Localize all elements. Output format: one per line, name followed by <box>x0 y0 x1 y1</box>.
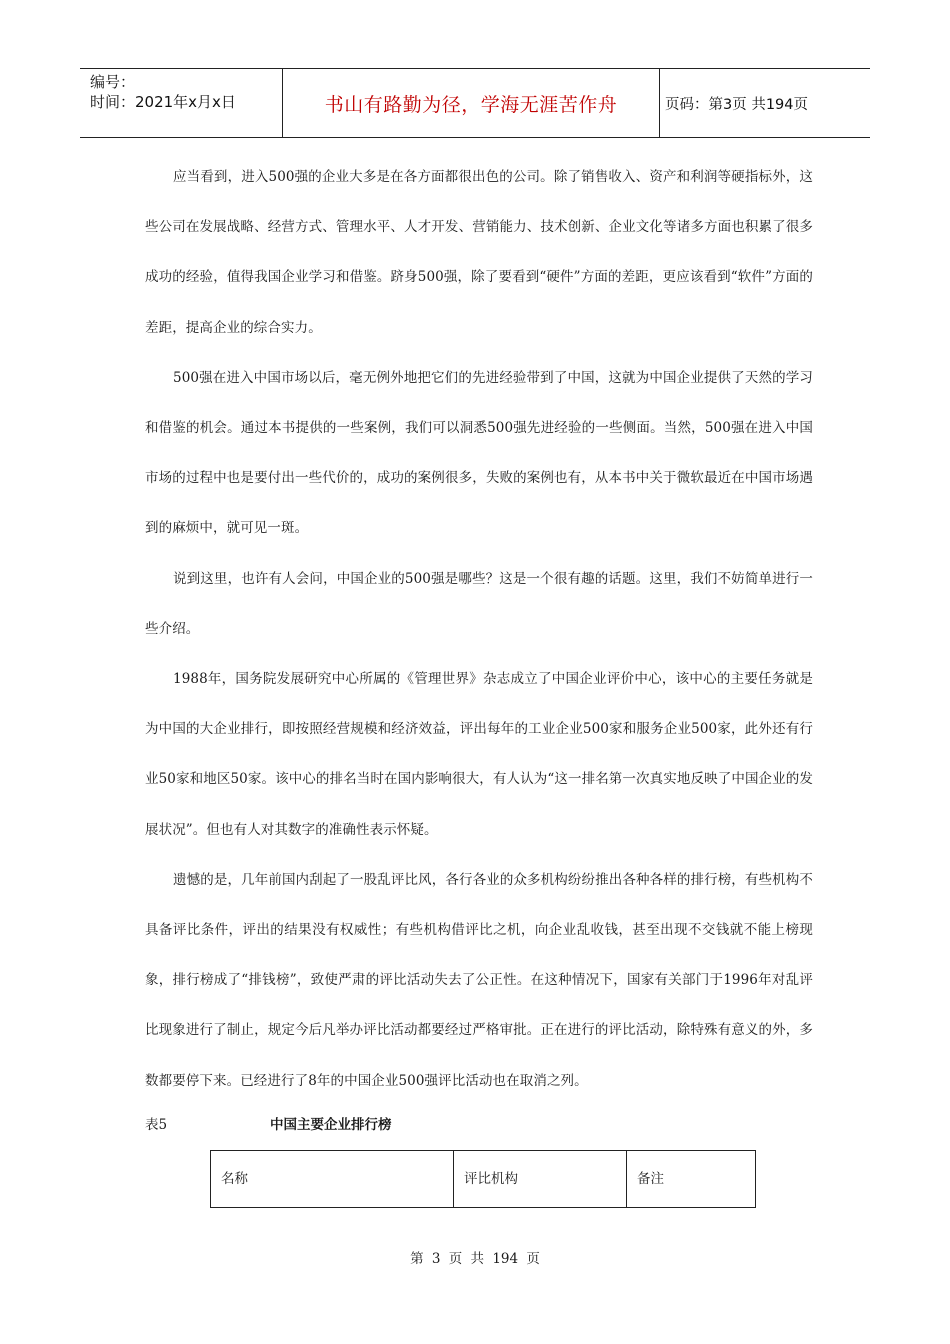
table-number: 表5 <box>145 1117 168 1133</box>
paragraph: 1988年，国务院发展研究中心所属的《管理世界》杂志成立了中国企业评价中心，该中心的主要任务就是为中国的大企业排行，即按照经营规模和经济效益，评出每年的工业企业500家和服务企业500家，此外还有行业50家和地区50家。该中心的排名当时在国内影响很大，有人认为“这一排名第一次真实地反映了中国企业的发展状况”。但也有人对其数字的准确性表示怀疑。 <box>145 671 813 838</box>
paragraph: 遗憾的是，几年前国内刮起了一股乱评比风，各行各业的众多机构纷纷推出各种各样的排行榜，有些机构不具备评比条件，评出的结果没有权威性；有些机构借评比之机，向企业乱收钱，甚至出现不交钱就不能上榜现象，排行榜成了“排钱榜”，致使严肃的评比活动失去了公正性。在这种情况下，国家有关部门于1996年对乱评比现象进行了制止，规定今后凡举办评比活动都要经过严格审批。正在进行的评比活动，除特殊有意义的外，多数都要停下来。已经进行了8年的中国企业500强评比活动也在取消之列。 <box>145 871 813 1089</box>
paragraph: 说到这里，也许有人会问，中国企业的500强是哪些？这是一个很有趣的话题。这里，我们不妨简单进行一些介绍。 <box>145 570 813 637</box>
number-label: 编号： <box>90 73 136 91</box>
page-footer: 第 3 页 共 194 页 <box>410 1251 540 1267</box>
table-header-row <box>211 1151 756 1208</box>
page-header <box>80 68 870 138</box>
table-caption <box>145 1113 392 1133</box>
table-header-cell: 备注 <box>627 1151 756 1208</box>
header-meta <box>80 69 280 137</box>
paragraph: 应当看到，进入500强的企业大多是在各方面都很出色的公司。除了销售收入、资产和利润等硬指标外，这些公司在发展战略、经营方式、管理水平、人才开发、营销能力、技术创新、企业文化等诸多方面也积累了很多成功的经验，值得我国企业学习和借鉴。跻身500强，除了要看到“硬件”方面的差距，更应该看到“软件”方面的差距，提高企业的综合实力。 <box>145 169 813 336</box>
paragraph: 500强在进入中国市场以后，毫无例外地把它们的先进经验带到了中国，这就为中国企业提供了天然的学习和借鉴的机会。通过本书提供的一些案例，我们可以洞悉500强先进经验的一些侧面。当然，500强在进入中国市场的过程中也是要付出一些代价的，成功的案例很多，失败的案例也有，从本书中关于微软最近在中国市场遇到的麻烦中，就可见一斑。 <box>145 369 813 537</box>
body-text <box>145 152 813 1106</box>
ranking-table <box>210 1150 756 1208</box>
table-header-cell: 名称 <box>211 1151 454 1208</box>
page-info: 页码：第3页 共194页 <box>665 97 809 113</box>
motto: 书山有路勤为径，学海无涯苦作舟 <box>324 94 618 116</box>
table-title: 中国主要企业排行榜 <box>270 1117 392 1133</box>
header-motto-cell <box>282 69 660 137</box>
time-label: 时间：2021年x月x日 <box>90 93 236 111</box>
table-header-cell: 评比机构 <box>454 1151 627 1208</box>
